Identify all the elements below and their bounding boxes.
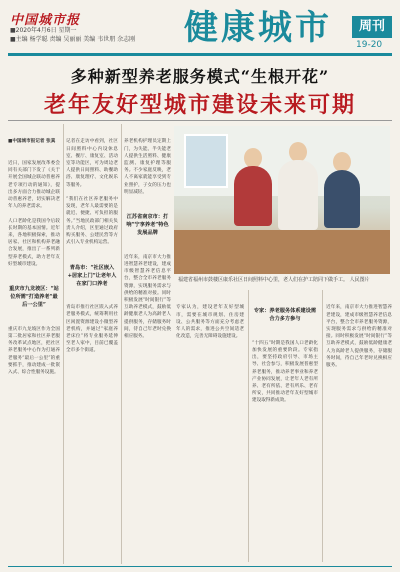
article-column-3: [124, 124, 171, 564]
section-title: 健康城市: [184, 8, 332, 48]
dateline: [10, 26, 135, 44]
column-paragraph: “十四五”时期是我国人口老龄化加快发展的重要阶段。专家指出，要坚持政府引导、市场主导、社会参与，积极发展普惠型养老服务，推动养老事业和养老产业协同发展，让老年人老有所养、老有所依、老有所乐、老有所安，共同推动老年友好型城市建设取得新成效。: [252, 340, 318, 404]
date-line-2: ■主编 杨学聪 责编 吴丽丽 美编 韦世朋 余志刚: [10, 36, 136, 43]
column-divider: [63, 124, 64, 564]
column-paragraph: 记者在走访中看到，社区日间照料中心内设休息室、餐厅、康复室、活动室等功能区，可为周边老人提供日间照料、助餐助浴、康复理疗、文化娱乐等服务。 “我们在社区养老服务中发现，老年人最需要的是就近、便捷、可负担的服务。”当地民政部门相关负责人介绍，区里通过政府购买服务、公建民营等方式引入专业机构运营。: [66, 139, 118, 246]
column-subheading: 江苏省南京市：打响“宁享养老”特色发展品牌: [126, 214, 169, 237]
column-divider: [121, 124, 122, 564]
article-column-1: [8, 124, 60, 564]
masthead-rule: [8, 53, 392, 56]
headline-rule: [8, 120, 392, 121]
weekly-badge: 周刊: [352, 16, 392, 38]
article-column-2: [66, 124, 118, 564]
column-paragraph: 近日，国家发展改革委会同有关部门下发了《关于开展全国城企联动普惠养老专项行动的通知》，提出多方面合力推动城企联动普惠养老，切实解决老年人的养老需求。 人口老龄化是我国今后较长时期的基本国情。近年来，各地积极探索，推动居家、社区和机构养老融合发展，推出了一系列新型养老模式，助力老年友好型城市建设。: [8, 161, 60, 267]
column-divider: [322, 290, 323, 562]
article-photo: [174, 126, 390, 274]
column-paragraph: 近年来，南京市大力推进智慧养老建设，建成市级智慧养老信息平台，整合全市养老服务资源，实现服务需求与供给的精准对接。同时积极发展“时间银行”等互助养老模式，鼓励低龄健康老人为高龄老人提供服务，存储服务时间，待自己年老时兑换相应服务。: [326, 305, 392, 369]
article-column-4: [176, 290, 244, 562]
column-subheading: 重庆市九龙坡区：“站位所需”打造养老“最后一公里”: [9, 286, 59, 309]
article-headline: 老年友好型城市建设未来可期: [43, 92, 356, 118]
masthead: [0, 0, 400, 60]
byline: ■中国城市报记者 张真: [8, 139, 56, 145]
person: [324, 170, 360, 228]
column-divider: [248, 290, 249, 562]
photo-caption: 福建省福州市鼓楼区康乐社区日间照料中心里，老人们在护工陪同下做手工。 人民图片: [178, 277, 370, 283]
table: [174, 230, 390, 274]
column-paragraph: 近年来，南京市大力推进智慧养老建设，建成市级智慧养老信息平台，整合全市养老服务资源，实现服务需求与供给的精准对接。同时积极发展“时间银行”等互助养老模式，鼓励低龄健康老人为高龄老人提供服务，存储服务时间，待自己年老时兑换相应服务。: [124, 254, 171, 340]
column-paragraph: 专家认为，建设老年友好型城市，需要在城市规划、住房建设、公共服务等方面充分考虑老年人的需求，推进公共空间适老化改造，完善无障碍设施建设。: [176, 305, 244, 340]
footer-rule: [8, 566, 392, 567]
person: [234, 166, 272, 226]
person: [278, 160, 318, 230]
column-paragraph: 青岛市推行社区嵌入式养老服务模式，统筹利用社区闲置资源建设小微型养老机构，并通过“家庭养老床位”将专业服务延伸至老人家中，目前已覆盖全市多个街道。: [66, 305, 118, 354]
column-subheading: 青岛市：“社区嵌入+居家上门”让老年人在家门口养老: [67, 264, 117, 287]
article-column-6: [326, 290, 392, 562]
column-paragraph: 养老机构护理员定期上门，为失能、半失能老人提供生活照料、健康监测、康复护理等服务。不少家庭反映，老人不离家就能享受到专业照护，子女的压力也明显减轻。: [124, 139, 171, 195]
column-subheading: 专家：养老服务体系建设需合力多方参与: [253, 308, 317, 323]
column-paragraph: 重庆市九龙坡区作为全国第二批居家和社区养老服务改革试点地区，把社区养老服务中心作为打通养老服务“最后一公里”的重要抓手，推动建成一批嵌入式、综合性服务设施。: [8, 326, 60, 376]
window: [184, 134, 228, 188]
page-number: 19-20: [356, 40, 383, 50]
date-line-1: ■2020年4月6日 星期一: [10, 27, 77, 34]
paper-logo: 中国城市报: [10, 13, 81, 28]
article-column-5: [252, 290, 318, 562]
article-kicker: 多种新型养老服务模式“生根开花”: [70, 67, 330, 86]
